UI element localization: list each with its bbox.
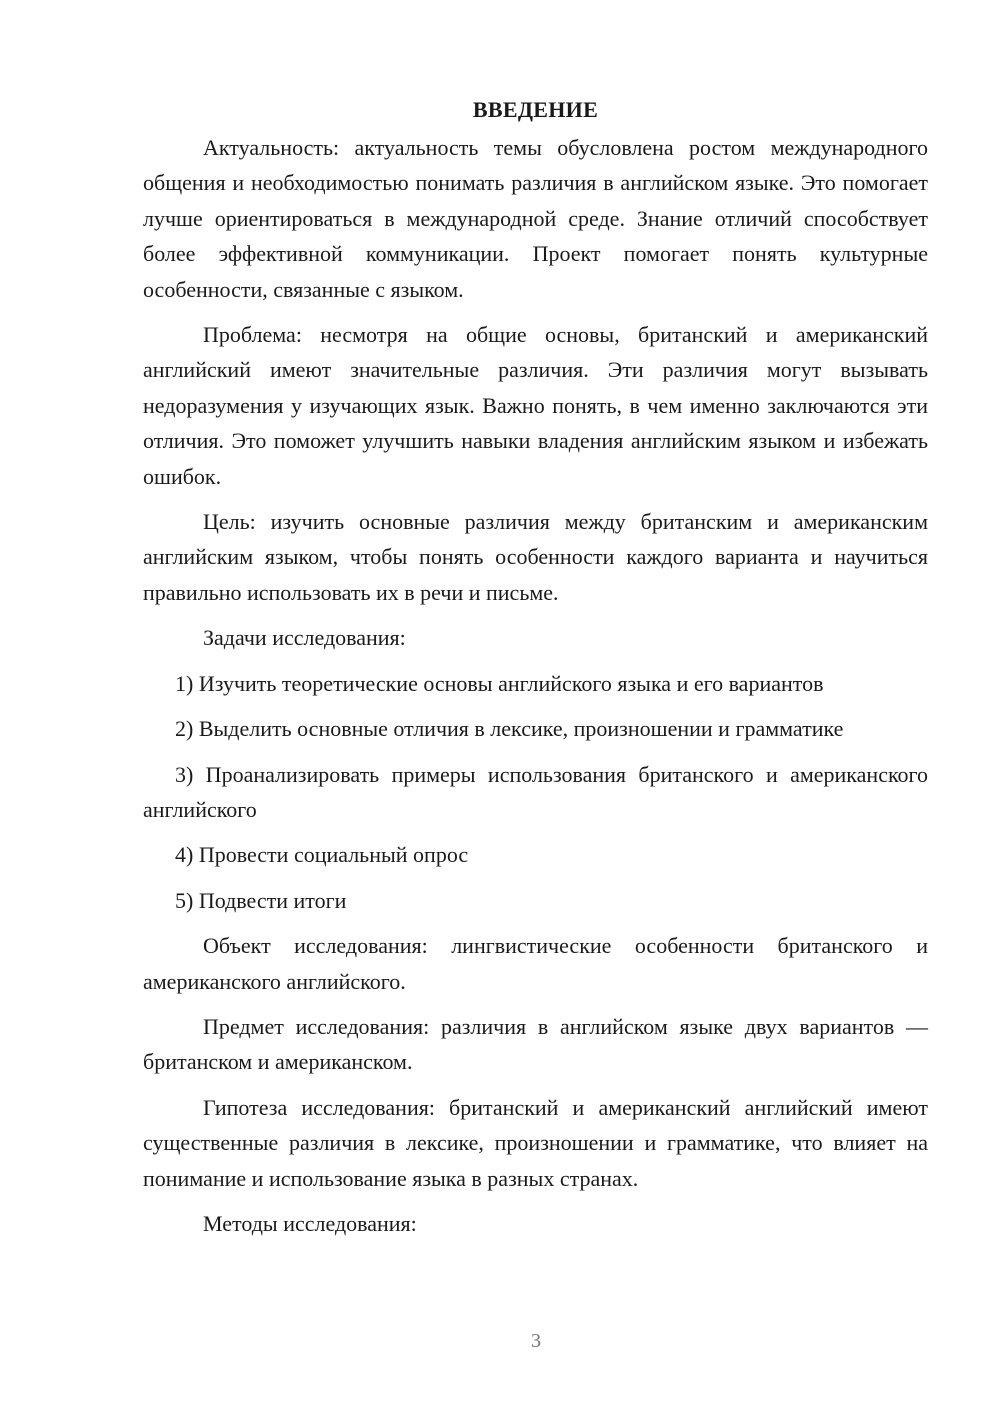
- methods-heading: Методы исследования:: [203, 1210, 417, 1236]
- document-page: [143, 92, 928, 1251]
- task-item-3: 3) Проанализировать примеры использования британского и американского английского: [143, 761, 928, 822]
- problem-paragraph: Проблема: несмотря на общие основы, британский и американский английский имеют значительные различия. Эти различия могут вызывать недоразумения у изучающих язык. Важно понять, в чем именно заключаются эти отличия. Это поможет улучшить навыки владения английским языком и избежать ошибок.: [143, 322, 928, 489]
- task-item-1: 1) Изучить теоретические основы английского языка и его вариантов: [175, 670, 824, 696]
- hypothesis-paragraph: Гипотеза исследования: британский и американский английский имеют существенные различия в лексике, произношении и грамматике, что влияет на понимание и использование языка в разных странах.: [143, 1094, 928, 1191]
- task-item-2: 2) Выделить основные отличия в лексике, произношении и грамматике: [175, 716, 844, 742]
- tasks-heading: Задачи исследования:: [203, 625, 406, 651]
- subject-paragraph: Предмет исследования: различия в английском языке двух вариантов — британском и американском.: [143, 1013, 928, 1075]
- task-item-5: 5) Подвести итоги: [175, 887, 347, 913]
- object-paragraph: Объект исследования: лингвистические особенности британского и американского английского.: [143, 933, 928, 994]
- section-title: ВВЕДЕНИЕ: [472, 97, 599, 122]
- relevance-paragraph: Актуальность: актуальность темы обусловлена ростом международного общения и необходимостью понимать различия в английском языке. Это помогает лучше ориентироваться в международной среде. Знание отличий способствует более эффективной коммуникации. Проект помогает понять культурные особенности, связанные с языком.: [143, 135, 928, 302]
- task-item-4: 4) Провести социальный опрос: [175, 842, 469, 868]
- goal-paragraph: Цель: изучить основные различия между британским и американским английским языком, чтобы понять особенности каждого варианта и научиться правильно использовать их в речи и письме.: [143, 509, 928, 605]
- page-number: 3: [531, 1330, 541, 1352]
